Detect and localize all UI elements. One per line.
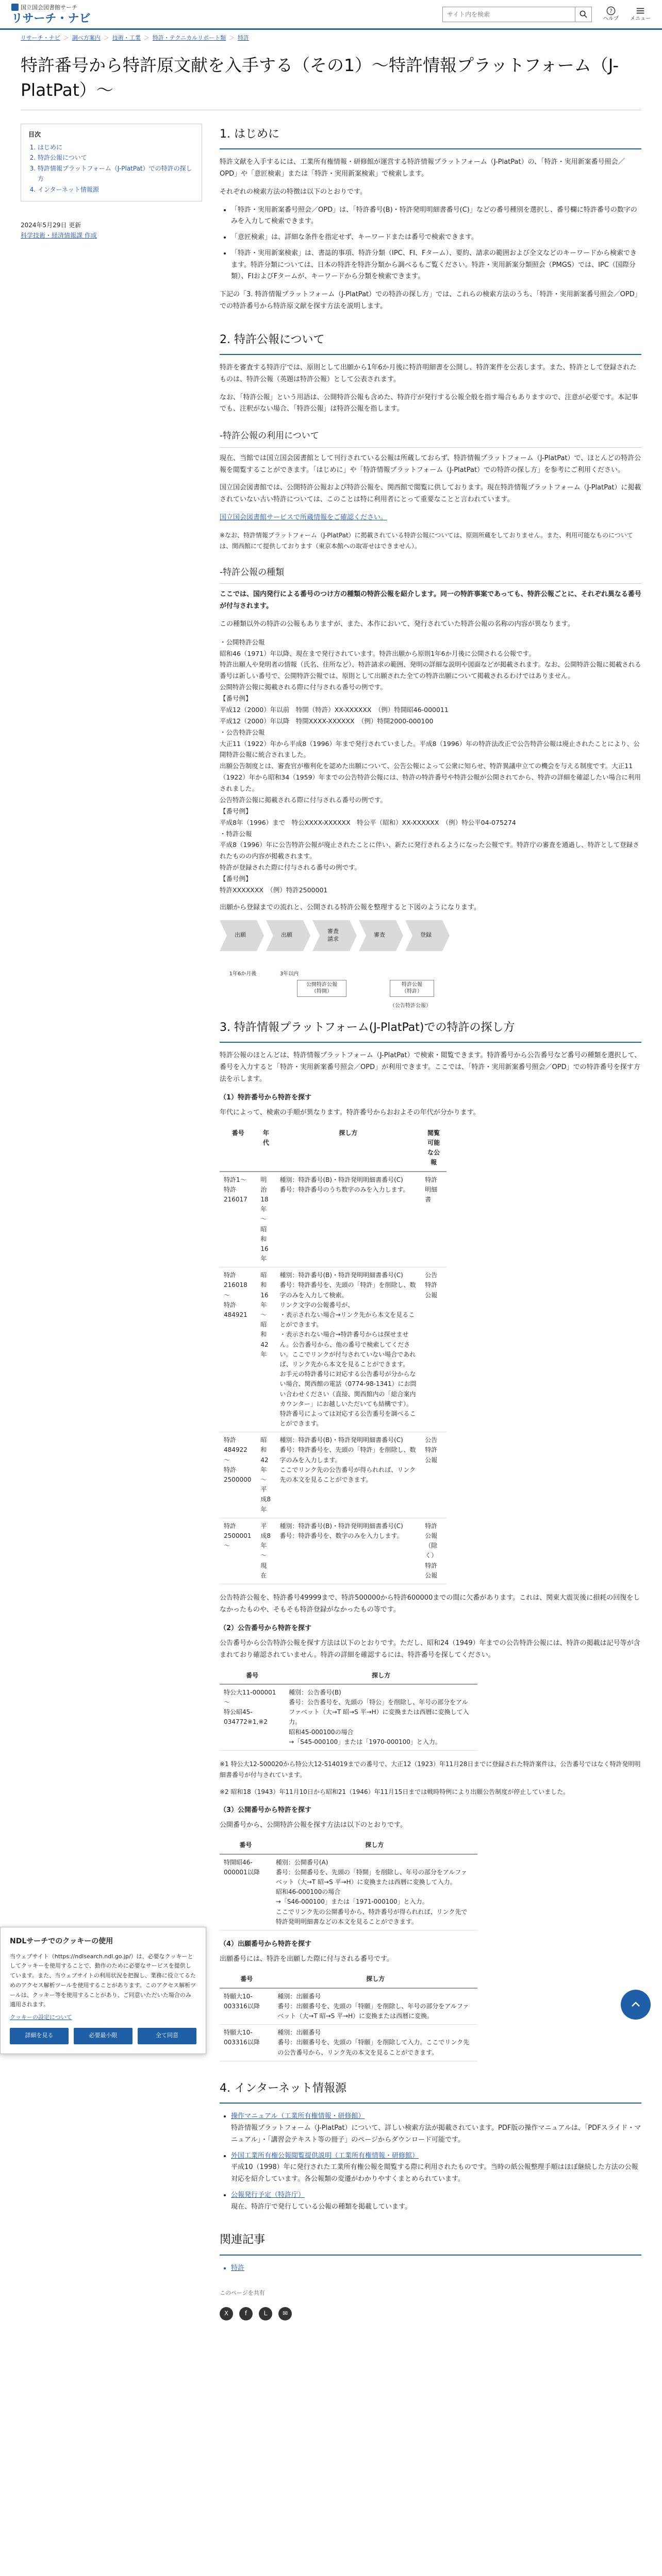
org-name: 国立国会図書館サーチ bbox=[21, 4, 77, 11]
toc-item[interactable]: 1. はじめに bbox=[38, 142, 194, 152]
subheading: （1）特許番号から特許を探す bbox=[220, 1094, 312, 1102]
table-cell: 公告特許公報 bbox=[421, 1432, 446, 1518]
table-row bbox=[220, 1854, 477, 1930]
share-bar bbox=[220, 2307, 641, 2320]
publication-number-table bbox=[220, 1668, 477, 1751]
table-cell: 種別：公告番号(B) 番号：公告番号を、先頭の「特公」を削除し、年号の部分をアルファベット（大→T 昭→S 平→H）に変換または西暦に変換して入力。 昭和45-000100の場合 →「S45-000100」または「1970-000100」と入力。 bbox=[285, 1684, 477, 1751]
process-flow-diagram bbox=[220, 920, 641, 951]
paragraph: 出願から登録までの流れと、公開される特許公報を整理すると下図のようになります。 bbox=[220, 903, 481, 911]
flow-notes bbox=[220, 953, 641, 1009]
resource-item bbox=[231, 2150, 641, 2185]
search-icon bbox=[580, 10, 587, 18]
column-header: 番号 bbox=[220, 1668, 285, 1684]
breadcrumb-item[interactable]: 特許 bbox=[238, 35, 250, 41]
column-header: 番号 bbox=[220, 1837, 272, 1854]
section-heading: 1. はじめに bbox=[220, 125, 641, 150]
search-input[interactable] bbox=[443, 7, 575, 22]
ndl-logo-icon bbox=[11, 4, 19, 11]
patent-number-table bbox=[220, 1125, 446, 1584]
column-header: 探し方 bbox=[275, 1125, 421, 1172]
paragraph: 公開番号から、公開特許公報を探す方法は以下のとおりです。 bbox=[220, 1821, 407, 1829]
table-cell: 特許1～ 特許 216017 bbox=[220, 1172, 256, 1267]
table-cell: 種別：出願番号 番号：出願番号を、先頭の「特願」を削除し、年号の部分をアルファベット（大→T 昭→S 平→H）に変換または西暦に変換。 bbox=[273, 1988, 477, 2025]
laid-open-number-table bbox=[220, 1837, 477, 1930]
table-row bbox=[220, 1267, 446, 1432]
table-cell: 特開昭46-000001以降 bbox=[220, 1854, 272, 1930]
table-cell: 特願大10-003316以降 bbox=[220, 2025, 273, 2061]
author-link[interactable]: 科学技術・経済情報課 作成 bbox=[21, 232, 97, 240]
column-header: 閲覧可能な公報 bbox=[421, 1125, 446, 1172]
paragraph: 公告番号から公告特許公報を探す方法は以下のとおりです。ただし、昭和24（1949）年までの公告特許公報には、特許の掲載は記号等が含まれており確認されていません。特許の詳細を確認するには、特許番号を探してください。 bbox=[220, 1639, 640, 1659]
table-cell: 特願大10-003316以降 bbox=[220, 1988, 273, 2025]
bullet-list bbox=[231, 205, 641, 283]
svg-text:?: ? bbox=[609, 8, 613, 15]
breadcrumb-item[interactable]: 調べ方案内 bbox=[72, 35, 101, 41]
column-header: 番号 bbox=[220, 1125, 256, 1172]
mail-share-icon[interactable]: ✉ bbox=[278, 2307, 292, 2320]
table-cell: 種別：特許番号(B)・特許発明明細書番号(C) 番号：特許番号のうち数字のみを入力します。 bbox=[275, 1172, 421, 1267]
paragraph: それぞれの検索方法の特徴は以下のとおりです。 bbox=[220, 188, 367, 196]
table-cell: 種別：公開番号(A) 番号：公開番号を、先頭の「特開」を削除し、年号の部分をアルファベット（大→T 昭→S 平→H）に変換または西暦に変換して入力。 昭和46-000100の場合 →「S46-000100」または「1971-000100」と入力。 ここでリンク先の公開番号から、特許番号が得られれば、リンク先で特許発明明細書などの本文を見ることができます。 bbox=[272, 1854, 477, 1930]
facebook-share-icon[interactable]: f bbox=[239, 2307, 253, 2320]
cookie-consent-panel bbox=[0, 1927, 206, 2054]
breadcrumb-separator: ＞ bbox=[229, 35, 235, 41]
x-share-icon[interactable]: X bbox=[220, 2307, 233, 2320]
table-row bbox=[220, 1172, 446, 1267]
table-cell: 昭和42年 ～ 平成8年 bbox=[256, 1432, 275, 1518]
page-meta bbox=[21, 220, 202, 241]
toc-item[interactable]: 3. 特許情報プラットフォーム（J-PlatPat）での特許の探し方 bbox=[38, 163, 194, 184]
help-label: ヘルプ bbox=[603, 16, 619, 22]
subsection-heading: -特許公報の種類 bbox=[220, 565, 641, 584]
subheading: （2）公告番号から特許を探す bbox=[220, 1624, 312, 1633]
table-cell: 種別：出願番号 番号：出願番号を、先頭の「特願」を削除して入力。ここでリンク先の公告番号から、リンク先の本文を見ることができます。 bbox=[273, 2025, 477, 2061]
subsection-heading: -特許公報の利用について bbox=[220, 429, 641, 448]
column-header: 探し方 bbox=[272, 1837, 477, 1854]
toc-item[interactable]: 2. 特許公報について bbox=[38, 152, 194, 163]
paragraph: なお、「特許公報」という用語は、公開特許公報も含めた、特許庁が発行する公報全般を指す場合もありますので、注意が必要です。本記事でも、注釈がない場合、「特許公報」は特許公報を指します。 bbox=[220, 393, 638, 413]
paragraph: 特許文献を入手するには、工業所有権情報・研修館が運営する特許情報プラットフォーム（J-PlatPat）の、「特許・実用新案番号照会／OPD」や「意匠検索」または「特許・実用新案検索」で検索します。 bbox=[220, 158, 625, 178]
flow-step: 審査 bbox=[359, 920, 403, 951]
footnote: ※2 昭和18（1943）年11月10日から昭和21（1946）年11月15日までは戦時特例により出願公告制度が停止していました。 bbox=[220, 1788, 570, 1795]
resource-desc: 特許情報プラットフォーム（J-PlatPat）について、詳しい検索方法が掲載されています。PDF版の操作マニュアルは、「PDFスライド・マニュアル」・「講習会テキスト等の冊子」のページからダウンロード可能です。 bbox=[231, 2124, 641, 2144]
paragraph: 年代によって、検索の手順が異なります。特許番号からおおよその年代が分かります。 bbox=[220, 1109, 480, 1117]
column-header: 探し方 bbox=[285, 1668, 477, 1684]
section-heading: 3. 特許情報プラットフォーム(J-PlatPat)での特許の探し方 bbox=[220, 1018, 641, 1043]
cookie-minimum-button[interactable]: 必要最小限 bbox=[74, 2028, 133, 2044]
table-row bbox=[220, 1988, 477, 2025]
flow-step: 登録 bbox=[405, 920, 450, 951]
page-title: 特許番号から特許原文献を入手する（その1）～特許情報プラットフォーム（J-PlatPat）～ bbox=[21, 53, 641, 110]
breadcrumb bbox=[0, 30, 662, 46]
article-body bbox=[220, 115, 641, 2324]
table-cell: 特公大11-000001～ 特公昭45-034772※1,※2 bbox=[220, 1684, 285, 1751]
breadcrumb-separator: ＞ bbox=[143, 35, 150, 41]
menu-button[interactable] bbox=[630, 6, 651, 22]
cookie-details-button[interactable]: 詳細を見る bbox=[10, 2028, 69, 2044]
resource-link[interactable]: 公報発行予定（特許庁） bbox=[231, 2191, 305, 2199]
cookie-body: 当ウェブサイト（https://ndlsearch.ndl.go.jp/）は、必要なクッキーとしてクッキーを使用することで、動作のために必要なサービスを提供しています。また、当ウェブサイトの利用状況を把握し、業務に役立てるためのアクセス解析ツールを使用することがあります。このアクセス解析ツールは、クッキー等を使用することがあり、ご同意いただいた場合のみ適用されます。 bbox=[10, 1953, 196, 2008]
resource-desc: 平成10（1998）年に発行された工業所有権公報を閲覧する際に利用されたものです。当時の紙公報整理手順はほぼ継続した方法の公報対応を紹介しています。各公報類の変遷がわかりやすくまとめられています。 bbox=[231, 2163, 638, 2183]
section-heading: 2. 特許公報について bbox=[220, 330, 641, 355]
table-cell: 種別：特許番号(B)・特許発明明細書番号(C) 番号：特許番号を、先頭の「特許」を削除し、数字のみを入力して検索。 リンク文字の公報番号が、 ・表示されない場合→リンク先から本文を見ることができます。 ・表示されない場合→特許番号からは探せません。公告番号から、他の番号で検索してください。ここでリンクが付与されていない場合であれば、リンク先から本文を見ることができます。 お手元の特許番号に対応する公告番号が分からない場合、関西館の電話（0774-98-1341）にお問い合わせください（直接、関西館内の「総合案内カウンター」にお越しいただいても結構です）。特許番号によっては対応する公告番号を調べることができます。 bbox=[275, 1267, 421, 1432]
column-header: 探し方 bbox=[273, 1971, 477, 1988]
subheading: （3）公開番号から特許を探す bbox=[220, 1806, 312, 1814]
subheading: （4）出願番号から特許を探す bbox=[220, 1940, 312, 1948]
paragraph: 公告特許公報を、特許番号49999まで、特許500000から特許600000までの間に欠番があります。これは、関東大震災後に損耗の回復をしなかったものや、そもそも特許登録がなかったもの等です。 bbox=[220, 1594, 640, 1614]
table-row bbox=[220, 2025, 477, 2061]
note: ※なお、特許情報プラットフォーム（J-PlatPat）に掲載されている特許公報については、原則所蔵をしておりません。また、利用可能なものについては、関西館にて提供しております（東京本館への取寄せはできません）。 bbox=[220, 531, 633, 550]
site-logo[interactable] bbox=[11, 3, 91, 26]
table-cell: 公告特許公報 bbox=[421, 1267, 446, 1432]
paragraph: 現在、当館では国立国会図書館として刊行されている公報は所蔵しておらず、特許情報プラットフォーム（J-PlatPat）で、ほとんどの特許公報を閲覧することができます。「はじめに」や「特許情報プラットフォーム（J-PlatPat）での特許の探し方」を参考にご利用ください。 bbox=[220, 454, 641, 474]
resource-list bbox=[231, 2111, 641, 2213]
paragraph: 出願番号には、特許を出願した際に付与される番号です。 bbox=[220, 1955, 393, 1963]
resource-link[interactable]: 操作マニュアル（工業所有権情報・研修館） bbox=[231, 2112, 365, 2121]
paragraph: この種類以外の特許の公報もありますが、また、本作において、発行されていた特許公報の名称の内容が異なります。 bbox=[220, 620, 574, 628]
chevron-up-icon bbox=[630, 1999, 641, 2010]
help-button[interactable] bbox=[603, 6, 619, 22]
menu-label: メニュー bbox=[630, 16, 651, 22]
paragraph: 下記の「3. 特許情報プラットフォーム（J-PlatPat）での特許の探し方」では、これらの検索方法のうち、「特許・実用新案番号照会／OPD」での特許番号から特許原文献を探す方法を説明します。 bbox=[220, 291, 641, 310]
back-to-top-button[interactable] bbox=[621, 1990, 651, 2020]
list-item: • 「意匠検索」は、詳細な条件を指定せず、キーワードまたは番号で検索できます。 bbox=[231, 232, 641, 244]
table-cell: 昭和16年 ～ 昭和42年 bbox=[256, 1267, 275, 1432]
resource-link[interactable]: 外国工業所有権公報閲覧提供説明（工業所有権情報・研修館） bbox=[231, 2151, 419, 2160]
site-header bbox=[0, 0, 662, 30]
cookie-title: NDLサーチでのクッキーの使用 bbox=[10, 1937, 113, 1945]
table-cell: 種別：特許番号(B)・特許発明明細書番号(C) 番号：特許番号を、数字のみを入力します。 bbox=[275, 1518, 421, 1584]
line-share-icon[interactable]: L bbox=[259, 2307, 272, 2320]
flow-note: （公告特許公報） bbox=[390, 1003, 431, 1009]
resource-desc: 現在、特許庁で発行している公報の種類を掲載しています。 bbox=[231, 2202, 411, 2211]
flow-step: 出願 bbox=[220, 920, 264, 951]
toc-item[interactable]: 4. インターネット情報源 bbox=[38, 184, 194, 195]
table-cell: 特許明細書 bbox=[421, 1172, 446, 1267]
hamburger-icon bbox=[636, 6, 645, 15]
table-row bbox=[220, 1684, 477, 1751]
flow-note: 3年以内 bbox=[279, 971, 299, 977]
site-search bbox=[442, 7, 592, 22]
breadcrumb-separator: ＞ bbox=[63, 35, 69, 41]
section-heading: 4. インターネット情報源 bbox=[220, 2079, 641, 2104]
brand-name: リサーチ・ナビ bbox=[11, 12, 91, 25]
table-cell: 特許 2500001～ bbox=[220, 1518, 256, 1584]
paragraph: 特許を審査する特許庁では、原則として出願から1年6か月後に特許明細書を公開し、特許案件を公表します。また、特許として登録されたものは、特許公報（英題は特許公報）として公表されます。 bbox=[220, 364, 637, 383]
section-heading: 関連記事 bbox=[220, 2230, 641, 2256]
table-row bbox=[220, 1518, 446, 1584]
paragraph-emphasis: ここでは、国内発行による番号のつけ方の種類の特許公報を紹介します。同一の特許事案であっても、特許公報ごとに、それぞれ異なる番号が付与されます。 bbox=[220, 590, 641, 611]
flow-note: 公開特許公報 （特開） bbox=[297, 980, 346, 997]
updated-date: 2024年5月29日 更新 bbox=[21, 221, 81, 229]
table-row bbox=[220, 1432, 446, 1518]
table-cell: 明治18年 ～ 昭和16年 bbox=[256, 1172, 275, 1267]
paragraph: 国立国会図書館では、公開特許公報および特許公報を、関西館で閲覧に供しております。現在特許情報プラットフォーム（J-PlatPat）に掲載されていない古い特許については、このことは特に利用者にとって重要なことと言われています。 bbox=[220, 484, 641, 504]
flow-note: 特許公報 （特許） bbox=[390, 980, 434, 997]
application-number-table bbox=[220, 1971, 477, 2061]
table-cell: 平成8年 ～現在 bbox=[256, 1518, 275, 1584]
table-cell: 特許公報 （除く） 特許公報 bbox=[421, 1518, 446, 1584]
column-header: 年代 bbox=[256, 1125, 275, 1172]
breadcrumb-item[interactable]: 技術・工業 bbox=[112, 35, 141, 41]
breadcrumb-item[interactable]: リサーチ・ナビ bbox=[21, 35, 60, 41]
resource-item bbox=[231, 2190, 641, 2213]
flow-note: 1年6か月後 bbox=[229, 971, 257, 977]
table-cell: 特許 484922～ 特許 2500000 bbox=[220, 1432, 256, 1518]
table-of-contents bbox=[21, 124, 202, 201]
list-item: • 「特許・実用新案番号照会／OPD」は、「特許番号(B)・特許発明明細書番号(C)」などの番号種別を選択し、番号欄に特許番号の数字のみを入力して検索できます。 bbox=[231, 205, 641, 228]
link-paragraph[interactable]: 国立国会図書館サービスで所蔵情報をご確認ください。 bbox=[220, 513, 388, 521]
table-cell: 種別：特許番号(B)・特許発明明細書番号(C) 番号：特許番号を、先頭の「特許」を削除し、数字のみを入力します。 ここでリンク先の公告番号が得られれば、リンク先の本文を見ることができます。 bbox=[275, 1432, 421, 1518]
resource-item bbox=[231, 2111, 641, 2146]
paragraph: 特許公報のほとんどは、特許情報プラットフォーム（J-PlatPat）で検索・閲覧できます。特許番号から公告番号など番号の種類を選択して、番号を入力すると「特許・実用新案番号照会／OPD」が利用できます。ここでは、「特許・実用新案番号照会／OPD」での特許番号を探す方法を示します。 bbox=[220, 1052, 641, 1083]
related-list bbox=[231, 2263, 641, 2275]
breadcrumb-separator: ＞ bbox=[103, 35, 109, 41]
gazette-types: ・公開特許公報 昭和46（1971）年以降、現在まで発行されています。特許出願から原則1年6か月後に公開される公報です。 特許出願人や発明者の情報（氏名、住所など）、特許請求の範囲、発明の詳細な説明や図面などが掲載されます。なお、公開特許公報に掲載される番号は新しい番号で、公開特許公報では、原則として出願された全ての特許出願について掲載されるわけではありません。 公開特許公報に掲載される際に付与される番号の例です。 【番号例】 平成12（2000）年以前 特開（特許）XX-XXXXXX （例）特開昭46-000011 平成12（2000）年以降 特開XXXX-XXXXXX （例）特開2000-000100 ・公告特許公報 大正11（1922）年から平成8（1996）年まで発行されていました。平成8（1996）年の特許法改正で公告特許公報は廃止されたことにより、公開特許公報に統合されました。 出願公告制度とは、審査官が権利化を認めた出願について、公告公報によって公衆に知らせ、特許異議申立ての機会を与える制度です。大正11（1922）年から昭和34（1959）年までの公告特許公報には、特許の特許番号や特許公報が公開されてから、特許の詳細を確認したい場合に利用されました。 公告特許公報に掲載される際に付与される番号の例です。 【番号例】 平成8年（1996）まで 特公XXXX-XXXXXX 特公平（昭和）XX-XXXXXX （例）特公平04-075274 ・特許公報 平成8（1996）年に公告特許公報が廃止されたことに伴い、新たに発行されるようになった公報です。特許庁の審査を通過し、特許として登録されたものの内容が掲載されます。 特許が登録された際に付与される番号の例です。 【番号例】 特許XXXXXXX （例）特許2500001 bbox=[220, 638, 641, 894]
search-button[interactable] bbox=[575, 7, 591, 22]
breadcrumb-item[interactable]: 特許・テクニカルリポート類 bbox=[152, 35, 226, 41]
cookie-settings-link[interactable]: クッキーの設定について bbox=[10, 2013, 72, 2021]
cookie-accept-all-button[interactable]: 全て同意 bbox=[138, 2028, 196, 2044]
table-cell: 特許 216018～ 特許 484921 bbox=[220, 1267, 256, 1432]
footnote: ※1 特公大12-500020から特公大12-514019までの番号で、大正12（1923）年11月28日までに登録された特許案件は、公告番号ではなく特許発明明細書番号が付与されています。 bbox=[220, 1760, 641, 1778]
toc-heading: 目次 bbox=[28, 130, 41, 138]
list-item: • 「特許・実用新案検索」は、書誌的事項、特許分類（IPC、FI、Fターム）、要約、請求の範囲および全文などのキーワードから検索できます。特許分類については、日本の特許を特許分類から調べるもご覧ください。特許・実用新案分類照会（PMGS）では、IPC（国際分類）、FIおよびFタームが、キーワードから分類を検索できます。 bbox=[231, 248, 641, 283]
flow-step: 審査 請求 bbox=[312, 920, 357, 951]
related-link[interactable]: • 特許 bbox=[231, 2263, 641, 2275]
share-label: このページを共有 bbox=[220, 2289, 265, 2296]
help-icon bbox=[606, 6, 616, 15]
column-header: 番号 bbox=[220, 1971, 273, 1988]
flow-step: 出願 bbox=[266, 920, 310, 951]
